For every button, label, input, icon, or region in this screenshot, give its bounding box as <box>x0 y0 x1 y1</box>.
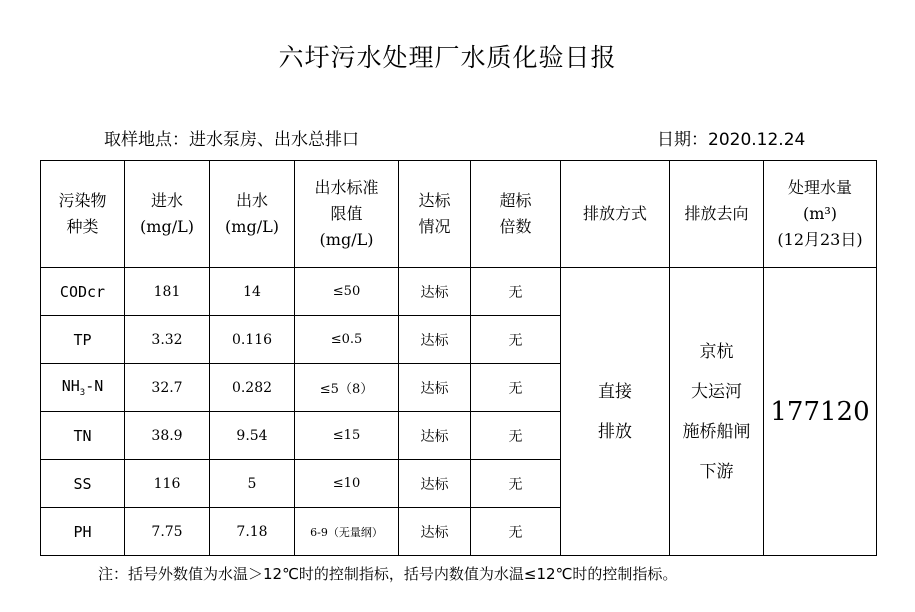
status-value: 达标 <box>399 364 471 412</box>
inflow-value: 32.7 <box>125 364 210 412</box>
header-discharge-method: 排放方式 <box>561 161 670 268</box>
pollutant-name: TP <box>41 316 125 364</box>
outflow-value: 9.54 <box>210 412 295 460</box>
limit-value: ≤15 <box>295 412 399 460</box>
pollutant-name: TN <box>41 412 125 460</box>
pollutant-name: $NH_3-N$ <box>41 364 125 412</box>
header-row <box>41 161 877 268</box>
report-date: 日期：2020.12.24 <box>657 130 806 150</box>
limit-value: ≤0.5 <box>295 316 399 364</box>
treated-volume: 177120 <box>764 268 877 556</box>
limit-value: ≤10 <box>295 460 399 508</box>
inflow-value: 7.75 <box>125 508 210 556</box>
outflow-value: 7.18 <box>210 508 295 556</box>
outflow-value: 0.282 <box>210 364 295 412</box>
limit-value: ≤5（8） <box>295 364 399 412</box>
limit-value: ≤50 <box>295 268 399 316</box>
sampling-location: 取样地点：进水泵房、出水总排口 <box>104 130 359 150</box>
header-outflow: 出水 (mg/L) <box>210 161 295 268</box>
pollutant-name: PH <box>41 508 125 556</box>
exceed-value: 无 <box>471 268 561 316</box>
report-title: 六圩污水处理厂水质化验日报 <box>278 43 617 72</box>
exceed-value: 无 <box>471 316 561 364</box>
inflow-value: 3.32 <box>125 316 210 364</box>
header-inflow: 进水 (mg/L) <box>125 161 210 268</box>
pollutant-name: CODcr <box>41 268 125 316</box>
header-status: 达标 情况 <box>399 161 471 268</box>
limit-value: 6-9（无量纲） <box>295 508 399 556</box>
footnote: 注：括号外数值为水温＞12℃时的控制指标，括号内数值为水温≤12℃时的控制指标。 <box>98 565 678 583</box>
status-value: 达标 <box>399 412 471 460</box>
status-value: 达标 <box>399 460 471 508</box>
status-value: 达标 <box>399 268 471 316</box>
discharge-destination: 京杭 大运河 施桥船闸 下游 <box>670 268 764 556</box>
outflow-value: 0.116 <box>210 316 295 364</box>
inflow-value: 116 <box>125 460 210 508</box>
header-limit: 出水标准 限值 (mg/L) <box>295 161 399 268</box>
outflow-value: 5 <box>210 460 295 508</box>
exceed-value: 无 <box>471 460 561 508</box>
discharge-method: 直接 排放 <box>561 268 670 556</box>
exceed-value: 无 <box>471 412 561 460</box>
exceed-value: 无 <box>471 508 561 556</box>
inflow-value: 38.9 <box>125 412 210 460</box>
water-quality-table <box>40 160 877 556</box>
pollutant-name: SS <box>41 460 125 508</box>
inflow-value: 181 <box>125 268 210 316</box>
header-exceed: 超标 倍数 <box>471 161 561 268</box>
header-volume: 处理水量 (m³) (12月23日) <box>764 161 877 268</box>
exceed-value: 无 <box>471 364 561 412</box>
header-pollutant: 污染物 种类 <box>41 161 125 268</box>
status-value: 达标 <box>399 508 471 556</box>
header-discharge-dest: 排放去向 <box>670 161 764 268</box>
table-row <box>41 268 877 316</box>
outflow-value: 14 <box>210 268 295 316</box>
status-value: 达标 <box>399 316 471 364</box>
